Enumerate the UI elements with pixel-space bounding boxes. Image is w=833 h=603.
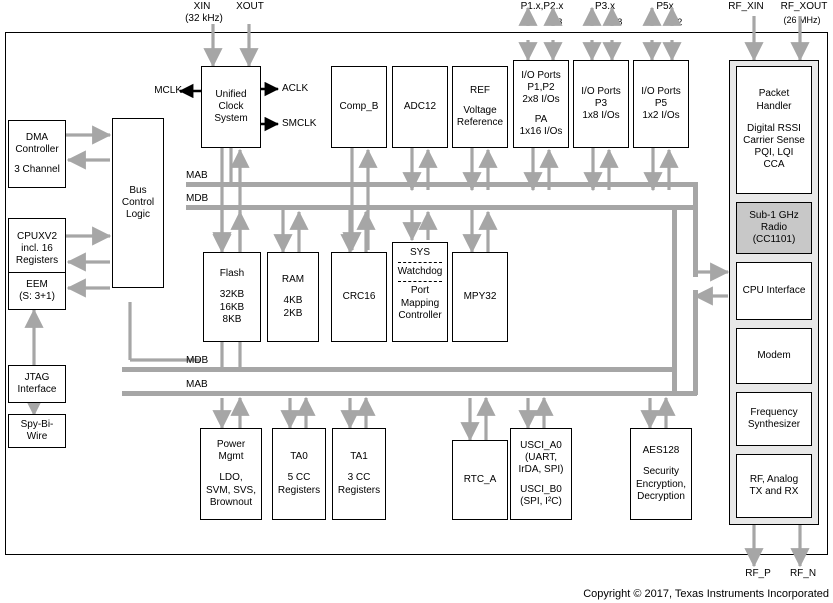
dma-line-2: Controller xyxy=(15,143,59,155)
pin-label-rf-xout: RF_XOUT xyxy=(780,1,828,12)
block-ram[interactable] xyxy=(267,252,319,342)
ph-line-6: PQI, LQI xyxy=(754,147,794,159)
copyright-notice: Copyright © 2017, Texas Instruments Incorporated xyxy=(583,588,829,600)
iop12-line-5: PA xyxy=(534,114,548,126)
block-bus-control-logic[interactable] xyxy=(112,118,164,288)
cpuxv2-line-1: CPUXV2 xyxy=(16,230,57,242)
block-comp-b[interactable] xyxy=(331,66,387,148)
pmm-line-1: Power xyxy=(216,439,246,451)
pmm-line-5: SVM, SVS, xyxy=(205,484,256,496)
flash-line-5: 8KB xyxy=(222,313,242,325)
usci-line-1: USCI_A0 xyxy=(520,440,562,452)
bus-mab-top xyxy=(186,182,698,187)
sys-divider-1 xyxy=(398,262,441,263)
ucs-line-2: Clock xyxy=(218,100,244,112)
sbw-line-2: Wire xyxy=(26,431,48,442)
block-io-ports-p3[interactable] xyxy=(573,60,629,148)
freqsyn-line-2: Synthesizer xyxy=(747,419,801,430)
iop5-line-2: P5 xyxy=(654,97,668,109)
radio-line-2: Radio xyxy=(760,221,788,233)
pin-sub-xin: (32 kHz) xyxy=(185,13,223,24)
ref-line-1: REF xyxy=(470,84,490,96)
ta1-line-3: 3 CC xyxy=(347,472,371,484)
pmm-line-4: LDO, xyxy=(219,472,243,484)
pin-sub-rf-xout: (26 MHz) xyxy=(783,15,821,25)
block-eem[interactable] xyxy=(8,272,66,310)
block-crc16[interactable] xyxy=(331,252,387,342)
block-mpy32[interactable] xyxy=(452,252,508,342)
pin-label-p1p2: P1.x,P2.x xyxy=(520,1,564,12)
clock-label-aclk: ACLK xyxy=(282,83,309,94)
sbw-line-1: Spy-Bi- xyxy=(20,418,54,430)
iop12-line-6: 1x16 I/Os xyxy=(519,126,563,138)
cpuxv2-line-3: Registers xyxy=(15,255,59,267)
crc16-line-1: CRC16 xyxy=(342,290,376,302)
block-jtag-interface[interactable] xyxy=(8,365,66,403)
block-spy-bi-wire[interactable] xyxy=(8,414,66,448)
sys-line-2: Watchdog xyxy=(397,266,443,278)
block-packet-handler[interactable] xyxy=(736,66,812,194)
block-sys-watchdog[interactable] xyxy=(392,242,448,342)
clock-label-smclk: SMCLK xyxy=(282,118,317,129)
flash-line-1: Flash xyxy=(219,268,245,280)
ta0-line-1: TA0 xyxy=(290,451,308,463)
block-frequency-synthesizer[interactable] xyxy=(736,392,812,446)
block-ta1[interactable] xyxy=(332,428,386,520)
iop3-line-1: I/O Ports xyxy=(581,85,621,97)
ta0-line-4: Registers xyxy=(277,484,321,496)
bcl-line-1: Bus xyxy=(129,184,147,196)
pmm-line-6: Brownout xyxy=(209,496,253,508)
pin-label-xin: XIN xyxy=(193,1,211,12)
pin-sub-p3: 1x8 xyxy=(607,17,623,27)
cpuxv2-line-2: incl. 16 xyxy=(21,242,53,254)
aes-line-1: AES128 xyxy=(642,445,680,457)
clock-label-mclk: MCLK xyxy=(154,85,182,96)
iop3-line-2: P3 xyxy=(594,97,608,109)
pin-label-rf-p: RF_P xyxy=(745,568,771,579)
iop12-line-1: I/O Ports xyxy=(521,69,561,81)
block-rtc-a[interactable] xyxy=(452,440,508,520)
ph-line-7: CCA xyxy=(763,159,785,171)
pin-label-rf-n: RF_N xyxy=(789,568,817,579)
pin-sub-p1p2: 2x8 xyxy=(547,17,563,27)
eem-line-2: (S: 3+1) xyxy=(19,291,55,302)
bus-label-mab-bottom: MAB xyxy=(186,379,208,390)
radio-line-3: (CC1101) xyxy=(752,234,796,246)
block-ta0[interactable] xyxy=(272,428,326,520)
radio-line-1: Sub-1 GHz xyxy=(749,209,799,221)
bus-mdb-top xyxy=(186,205,698,210)
iop12-line-3: 2x8 I/Os xyxy=(522,93,560,105)
block-cpu-interface[interactable] xyxy=(736,262,812,320)
ucs-line-3: System xyxy=(214,113,248,125)
pin-label-xout: XOUT xyxy=(236,1,264,12)
mpy32-line-1: MPY32 xyxy=(463,290,497,302)
pin-label-rf-xin: RF_XIN xyxy=(728,1,764,12)
iop3-line-3: 1x8 I/Os xyxy=(582,110,620,122)
adc12-line-1: ADC12 xyxy=(403,100,437,112)
block-io-ports-p1-p2[interactable] xyxy=(513,60,569,148)
usci-line-6: (SPI, I²C) xyxy=(520,495,562,507)
ref-line-4: Reference xyxy=(456,117,504,129)
eem-line-1: EEM xyxy=(26,278,48,290)
dma-line-1: DMA xyxy=(25,131,49,143)
ta1-line-1: TA1 xyxy=(350,451,368,463)
flash-line-3: 32KB xyxy=(219,289,245,301)
rfanalog-line-1: RF, Analog xyxy=(749,473,799,485)
bus-mab-top-riser xyxy=(693,182,698,277)
ph-line-2: Handler xyxy=(756,100,792,112)
bus-label-mdb-top: MDB xyxy=(186,193,209,204)
bus-label-mab-top: MAB xyxy=(186,170,208,181)
pin-label-p5: P5x xyxy=(656,1,674,12)
block-sub1ghz-radio[interactable] xyxy=(736,202,812,254)
bcl-line-3: Logic xyxy=(126,209,150,221)
ref-line-3: Voltage xyxy=(463,104,497,116)
usci-line-2: (UART, xyxy=(524,452,558,464)
dma-line-4: 3 Channel xyxy=(14,164,60,176)
modem-line-1: Modem xyxy=(757,349,791,361)
jtag-line-1: JTAG xyxy=(24,371,50,383)
block-aes128[interactable] xyxy=(630,428,692,520)
pin-sub-p5: 1x2 xyxy=(667,17,683,27)
block-rf-analog-tx-rx[interactable] xyxy=(736,454,812,518)
block-adc12[interactable] xyxy=(392,66,448,148)
block-cpuxv2[interactable] xyxy=(8,218,66,280)
sys-divider-2 xyxy=(398,281,441,282)
rtca-line-1: RTC_A xyxy=(463,473,497,485)
ta0-line-3: 5 CC xyxy=(287,472,311,484)
bus-mab-bottom-riser xyxy=(693,290,698,395)
sys-line-1: SYS xyxy=(409,247,430,258)
usci-line-3: IrDA, SPI) xyxy=(518,464,564,476)
bus-mdb-bottom xyxy=(122,367,677,372)
block-flash[interactable] xyxy=(203,252,261,342)
ph-line-4: Digital RSSI xyxy=(747,122,801,134)
ram-line-3: 4KB xyxy=(283,295,303,307)
bus-mab-bottom xyxy=(122,391,697,396)
rfanalog-line-2: TX and RX xyxy=(749,486,799,497)
cpuif-line-1: CPU Interface xyxy=(742,284,806,296)
compb-line-1: Comp_B xyxy=(339,100,379,112)
sys-line-4: Mapping xyxy=(400,297,440,309)
block-ref[interactable] xyxy=(452,66,508,148)
sys-line-3: Port xyxy=(410,285,430,297)
pmm-line-2: Mgmt xyxy=(218,451,244,463)
aes-line-3: Security xyxy=(642,466,680,478)
aes-line-4: Encryption, xyxy=(635,478,687,490)
block-usci[interactable] xyxy=(510,428,572,520)
iop5-line-1: I/O Ports xyxy=(641,85,681,97)
block-io-ports-p5[interactable] xyxy=(633,60,689,148)
block-dma-controller[interactable] xyxy=(8,120,66,188)
ta1-line-4: Registers xyxy=(337,484,381,496)
ph-line-1: Packet xyxy=(758,88,790,100)
jtag-line-2: Interface xyxy=(17,384,57,395)
block-power-mgmt[interactable] xyxy=(200,428,262,520)
ph-line-5: Carrier Sense xyxy=(743,135,805,146)
bcl-line-2: Control xyxy=(121,196,155,208)
iop5-line-3: 1x2 I/Os xyxy=(642,110,680,122)
block-modem[interactable] xyxy=(736,328,812,384)
ram-line-1: RAM xyxy=(281,274,305,286)
flash-line-4: 16KB xyxy=(219,301,245,313)
ram-line-4: 2KB xyxy=(283,307,303,319)
bus-label-mdb-bottom: MDB xyxy=(186,355,209,366)
ucs-line-1: Unified xyxy=(215,88,247,100)
sys-line-5: Controller xyxy=(398,309,442,321)
aes-line-5: Decryption xyxy=(637,490,685,502)
usci-line-5: USCI_B0 xyxy=(520,483,562,495)
pin-label-p3: P3.x xyxy=(594,1,615,12)
freqsyn-line-1: Frequency xyxy=(750,406,798,418)
iop12-line-2: P1,P2 xyxy=(527,81,555,93)
block-unified-clock-system[interactable] xyxy=(201,66,261,148)
